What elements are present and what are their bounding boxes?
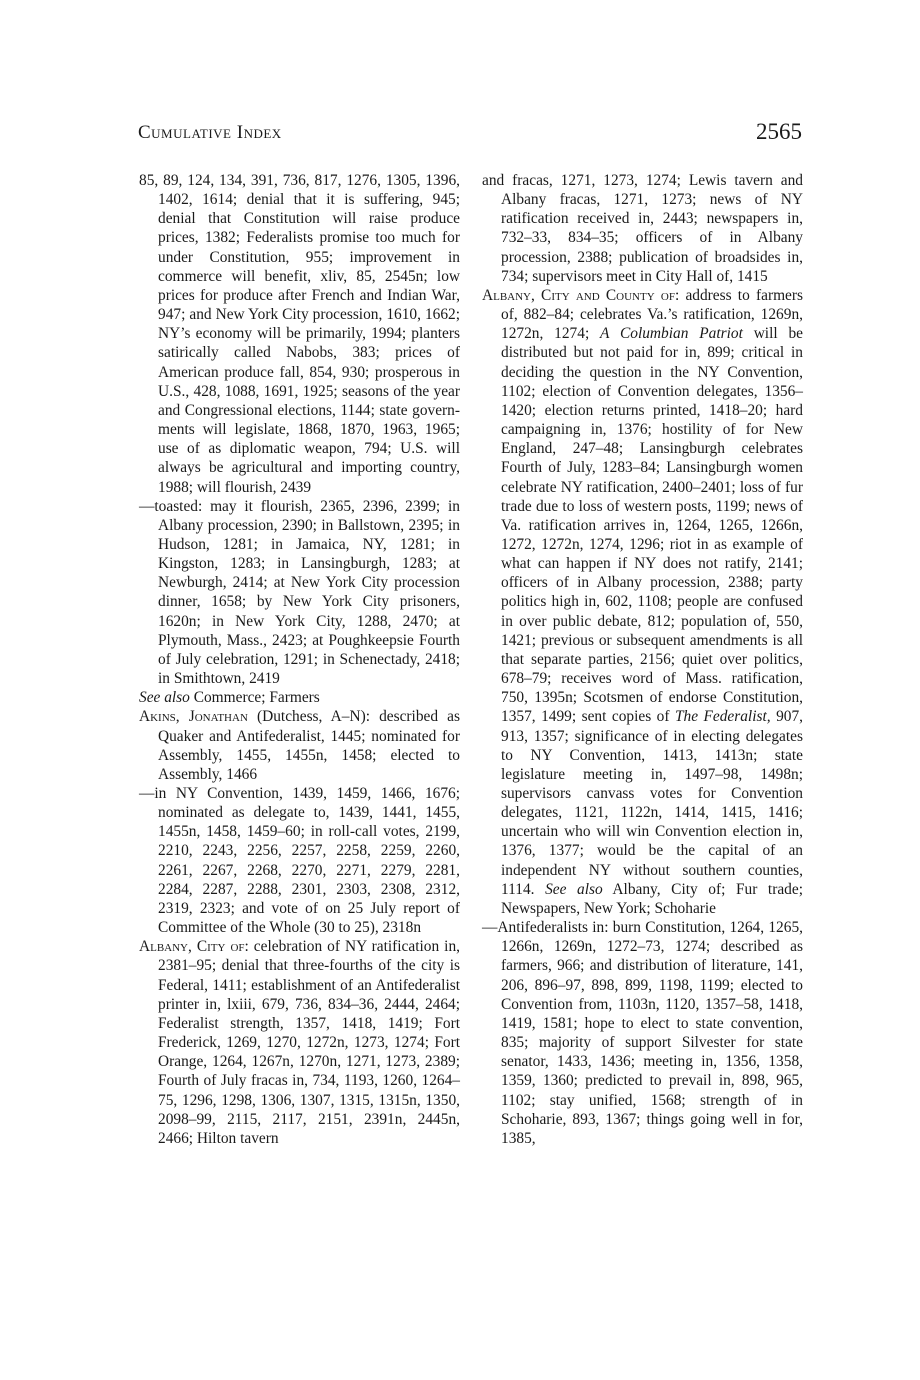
entry-text: will be distributed but not paid for in, 899; critical in deciding the question in the NY Convention, 1102; election of Convention delegates, 1356–1420; election returns printed, 1418–20; hard campaigning in, 1376; hostility of for New England, 247–48; Lansingburgh celebrates Fourth of July, 1283–84; Lansingburgh women celebrate NY ratification, 2400–2401; loss of fur trade due to loss of western posts, 1199; news of Va. ratification arrives in, 1264, 1265, 1266n, 1272, 1272n, 1274, 1296; riot in as example of what can happen if NY does not ratify, 2141; officers of in Albany procession, 2388; party politics high in, 602, 1108; people are confused in over public debate, 812; population of, 550, 1421; previous or subsequent amendments is all that separate parties, 2156; quiet over politics, 678–79; receives word of Mass. ratification, 750, 1395n; Scotsmen of endorse Constitution, 1357, 1499; sent copies of: [501, 325, 803, 726]
index-subentry-antifederalists: —Antifederalists in: burn Constitution, 1264, 1265, 1266n, 1269n, 1272–73, 1274; described as farmers, 966; and distribution of literature, 141, 206, 896–97, 898, 899, 1198, 1199; elected to Convention from, 1103n, 1120, 1357–58, 1418, 1419, 1581; hope to elect to state convention, 835; majority of support Silvester for state senator, 1433, 1436; meeting in, 1356, 1358, 1359, 1360; predicted to prevail in, 898, 965, 1102; stay unified, 1568; strength of in Schoharie, 893, 1367; things going well in for, 1385,: [482, 919, 803, 1147]
running-head: [138, 119, 802, 152]
entry-text: 907, 913, 1357; significance of in electing delegates to NY Convention, 1413, 1413n; state legislature meeting in, 1497–98, 1498n; supervisors canvass votes for Convention delegates, 1121, 1122n, 1414, 1415, 1416; uncertain who will win Convention election in, 1376, 1377; would be the capital of an independent NY without southern counties, 1114.: [501, 708, 804, 898]
see-also-label: See also: [545, 880, 603, 898]
index-entry-akins-jonathan: [139, 707, 460, 784]
entry-heading: Albany, City and County of: [482, 286, 675, 304]
index-cross-reference: [139, 688, 460, 707]
entry-text: (Dutchess, A–N): described as Quaker and Antifederalist, 1445; nominated for Assembly, 1455, 1455n, 1458; elected to Assembly, 1466: [158, 708, 460, 783]
index-entry-albany-city-continued: and fracas, 1271, 1273, 1274; Lewis tavern and Albany fracas, 1271, 1273; news of NY ratification received in, 2443; newspapers in, 732–33, 834–35; officers of in Albany procession, 2388; publication of broadsides in, 734; supervisors meet in City Hall of, 1415: [482, 172, 803, 285]
cross-reference-targets: Commerce; Farmers: [189, 689, 320, 707]
index-subentry-toasted: —toasted: may it flourish, 2365, 2396, 2399; in Albany procession, 2390; in Ballstown, 2395; in Hudson, 1281; in Jamaica, NY, 1281; in Kingston, 1283; in Lansingburgh, 1283; at Newburgh, 2414; at New York City procession dinner, 1658; by New York City prisoners, 1620n; in New York City, 1288, 2470; at Plymouth, Mass., 2423; at Poughkeepsie Fourth of July celebration, 1291; in Schenectady, 2418; in Smithtown, 2419: [139, 497, 460, 688]
index-entry-albany-city-and-county: [482, 286, 803, 918]
right-column: [482, 171, 803, 1148]
page-number: 2565: [756, 119, 802, 144]
index-entry-agriculture-continued: 85, 89, 124, 134, 391, 736, 817, 1276, 1305, 1396, 1402, 1614; denial that it is suffering, 945; denial that Constitution will raise produce prices, 1382; Federalists promise too much for under Constitution, 955; improvement in commerce will benefit, xliv, 85, 2545n; low prices for produce after French and Indian War, 947; and New York City procession, 1610, 1662; NY’s economy will be primarily, 1994; planters satirically called Nabobs, 383; prices of American produce fall, 854, 930; prosperous in U.S., 428, 1088, 1691, 1925; seasons of the year and Congressional elections, 1144; state governments will legislate, 1868, 1870, 1963, 1965; use of as diplomatic weapon, 794; U.S. will always be agricultural and importing country, 1988; will flourish, 2439: [139, 172, 460, 496]
cross-reference-targets: Albany, City of; Fur trade; Newspapers, New York; Schoharie: [501, 880, 803, 917]
see-also-label: See also: [139, 689, 190, 707]
work-title: A Columbian Patriot: [600, 325, 743, 343]
left-column: [139, 171, 460, 1148]
running-title: Cumulative Index: [138, 122, 282, 143]
index-subentry-ny-convention: —in NY Convention, 1439, 1459, 1466, 1676; nominated as delegate to, 1439, 1441, 1455, 1455n, 1458, 1459–60; in roll-call votes, 2199, 2210, 2243, 2256, 2257, 2258, 2259, 2260, 2261, 2267, 2268, 2270, 2271, 2279, 2281, 2284, 2287, 2288, 2301, 2303, 2308, 2312, 2319, 2323; and vote of on 25 July report of Committee of the Whole (30 to 25), 2318n: [139, 785, 460, 937]
work-title: The Federalist,: [674, 708, 771, 726]
index-entry-albany-city: [139, 937, 460, 1148]
entry-text: : address to farmers of, 882–84; celebrates Va.’s ratification, 1269n, 1272n, 1274;: [501, 286, 803, 343]
entry-text: : celebration of NY ratification in, 2381–95; denial that three-fourths of the city is Federal, 1411; establishment of an Antifederalist printer in, lxiii, 679, 736, 834–36, 2444, 2464; Federalist strength, 1357, 1418, 1419; Fort Frederick, 1269, 1270, 1272n, 1273, 1274; Fort Orange, 1264, 1267n, 1270n, 1271, 1273, 2389; Fourth of July fracas in, 734, 1193, 1260, 1264–75, 1296, 1298, 1306, 1307, 1315, 1315n, 1350, 2098–99, 2115, 2117, 2151, 2391n, 2445n, 2466; Hilton tavern: [158, 938, 460, 1147]
entry-heading: Albany, City of: [139, 938, 245, 956]
entry-heading: Akins, Jonathan: [139, 708, 248, 726]
